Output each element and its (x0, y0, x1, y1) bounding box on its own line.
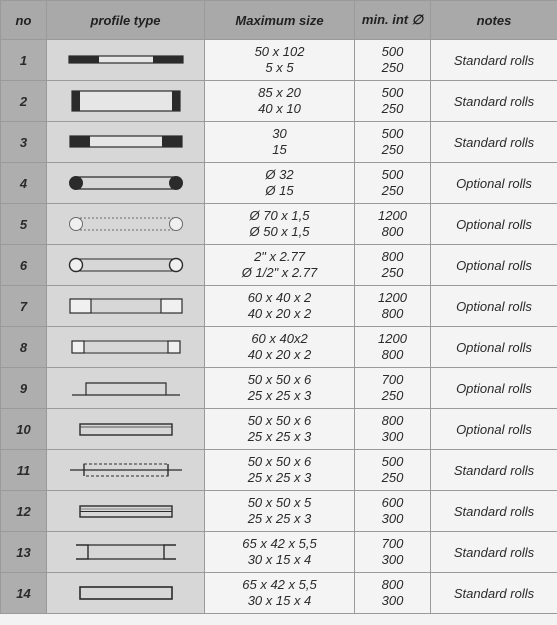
table-row (1, 532, 557, 573)
notes-cell: Standard rolls (431, 450, 557, 491)
maximum-size-cell (205, 532, 355, 573)
notes-cell: Optional rolls (431, 286, 557, 327)
angle-edge-icon (66, 460, 186, 480)
notes-cell: Standard rolls (431, 122, 557, 163)
min-int-max: 1200 (378, 290, 407, 305)
size-max: 85 x 20 (258, 85, 301, 100)
table-row (1, 491, 557, 532)
profile-shape-cell (47, 286, 205, 327)
table-row (1, 122, 557, 163)
solid-round-bar-icon (66, 173, 186, 193)
min-int-max: 500 (381, 167, 404, 182)
size-max: 65 x 42 x 5,5 (242, 577, 317, 592)
row-number: 10 (1, 409, 47, 450)
table-row (1, 368, 557, 409)
min-int-max: 500 (381, 44, 404, 59)
size-max: 65 x 42 x 5,5 (242, 536, 317, 551)
profile-shape-cell (47, 245, 205, 286)
table-row (1, 450, 557, 491)
size-min: 30 x 15 x 4 (247, 593, 312, 608)
min-int-cell (355, 450, 431, 491)
round-pipe-icon (66, 255, 186, 275)
table-row (1, 286, 557, 327)
profile-shape-cell (47, 573, 205, 614)
flat-bar-edgewise-icon (66, 133, 186, 151)
maximum-size-cell (205, 573, 355, 614)
row-number: 6 (1, 245, 47, 286)
size-min: Ø 15 (265, 183, 294, 198)
angle-leg-out-icon (66, 378, 186, 398)
size-min: Ø 1/2" x 2.77 (241, 265, 318, 280)
min-int-max: 800 (381, 577, 404, 592)
min-int-cell (355, 286, 431, 327)
flat-bar-icon (66, 52, 186, 68)
profile-shape-cell (47, 450, 205, 491)
size-min: 40 x 20 x 2 (247, 347, 312, 362)
size-min: Ø 50 x 1,5 (249, 224, 310, 239)
min-int-cell (355, 573, 431, 614)
tee-icon (66, 501, 186, 521)
size-max: 50 x 50 x 6 (247, 454, 312, 469)
min-int-cell (355, 245, 431, 286)
min-int-cell (355, 368, 431, 409)
notes-cell: Optional rolls (431, 245, 557, 286)
header-no: no (1, 1, 47, 40)
min-int-cell (355, 81, 431, 122)
size-min: 15 (272, 142, 287, 157)
profile-shape-cell (47, 81, 205, 122)
profile-shape-cell (47, 532, 205, 573)
min-int-min: 800 (381, 306, 404, 321)
min-int-min: 250 (381, 60, 404, 75)
min-int-max: 800 (381, 249, 404, 264)
square-tube-icon (66, 337, 186, 357)
size-min: 40 x 10 (258, 101, 301, 116)
min-int-max: 700 (381, 372, 404, 387)
min-int-min: 250 (381, 183, 404, 198)
min-int-min: 800 (381, 347, 404, 362)
notes-cell: Optional rolls (431, 327, 557, 368)
row-number: 7 (1, 286, 47, 327)
min-int-min: 250 (381, 388, 404, 403)
row-number: 12 (1, 491, 47, 532)
notes-cell: Optional rolls (431, 163, 557, 204)
row-number: 13 (1, 532, 47, 573)
size-min: 40 x 20 x 2 (247, 306, 312, 321)
size-max: 2" x 2.77 (254, 249, 305, 264)
header-profile-type: profile type (47, 1, 205, 40)
row-number: 5 (1, 204, 47, 245)
min-int-min: 800 (381, 224, 404, 239)
profile-shape-cell (47, 122, 205, 163)
profile-shape-cell (47, 491, 205, 532)
table-row (1, 409, 557, 450)
min-int-max: 500 (381, 126, 404, 141)
min-int-cell (355, 409, 431, 450)
maximum-size-cell (205, 368, 355, 409)
maximum-size-cell (205, 409, 355, 450)
min-int-min: 300 (381, 511, 404, 526)
min-int-max: 800 (381, 413, 404, 428)
size-min: 5 x 5 (265, 60, 294, 75)
min-int-min: 300 (381, 552, 404, 567)
size-min: 25 x 25 x 3 (247, 511, 312, 526)
notes-cell: Standard rolls (431, 532, 557, 573)
rectangular-tube-icon (66, 296, 186, 316)
notes-cell: Optional rolls (431, 204, 557, 245)
size-min: 30 x 15 x 4 (247, 552, 312, 567)
row-number: 9 (1, 368, 47, 409)
maximum-size-cell (205, 81, 355, 122)
min-int-min: 300 (381, 429, 404, 444)
min-int-min: 250 (381, 470, 404, 485)
row-number: 4 (1, 163, 47, 204)
table-row (1, 573, 557, 614)
row-number: 2 (1, 81, 47, 122)
channel-flanges-out-icon (66, 542, 186, 562)
notes-cell: Standard rolls (431, 81, 557, 122)
header-maximum-size: Maximum size (205, 1, 355, 40)
size-max: 50 x 50 x 6 (247, 413, 312, 428)
table-row (1, 40, 557, 81)
maximum-size-cell (205, 245, 355, 286)
profile-shape-cell (47, 327, 205, 368)
min-int-cell (355, 122, 431, 163)
profile-shape-cell (47, 409, 205, 450)
min-int-min: 250 (381, 265, 404, 280)
profile-shape-cell (47, 368, 205, 409)
size-max: Ø 32 (265, 167, 294, 182)
profile-shape-cell (47, 163, 205, 204)
row-number: 14 (1, 573, 47, 614)
maximum-size-cell (205, 40, 355, 81)
min-int-min: 250 (381, 101, 404, 116)
round-tube-icon (66, 214, 186, 234)
min-int-max: 1200 (378, 331, 407, 346)
maximum-size-cell (205, 163, 355, 204)
notes-cell: Optional rolls (431, 368, 557, 409)
maximum-size-cell (205, 491, 355, 532)
size-max: 50 x 50 x 6 (247, 372, 312, 387)
size-max: 50 x 102 (254, 44, 305, 59)
table-row (1, 245, 557, 286)
size-min: 25 x 25 x 3 (247, 429, 312, 444)
maximum-size-cell (205, 286, 355, 327)
notes-cell: Standard rolls (431, 573, 557, 614)
min-int-cell (355, 163, 431, 204)
thick-flat-bar-icon (66, 89, 186, 113)
notes-cell: Standard rolls (431, 491, 557, 532)
channel-flanges-in-icon (66, 583, 186, 603)
size-max: 60 x 40x2 (251, 331, 308, 346)
table-row (1, 327, 557, 368)
notes-cell: Standard rolls (431, 40, 557, 81)
header-notes: notes (431, 1, 557, 40)
maximum-size-cell (205, 122, 355, 163)
min-int-cell (355, 204, 431, 245)
row-number: 8 (1, 327, 47, 368)
size-max: 60 x 40 x 2 (247, 290, 312, 305)
notes-cell: Optional rolls (431, 409, 557, 450)
min-int-cell (355, 327, 431, 368)
min-int-max: 600 (381, 495, 404, 510)
row-number: 3 (1, 122, 47, 163)
table-row (1, 204, 557, 245)
table-row (1, 81, 557, 122)
size-max: 30 (272, 126, 287, 141)
angle-leg-in-icon (66, 419, 186, 439)
min-int-min: 250 (381, 142, 404, 157)
min-int-max: 500 (381, 85, 404, 100)
profile-shape-cell (47, 40, 205, 81)
min-int-cell (355, 532, 431, 573)
min-int-cell (355, 40, 431, 81)
min-int-max: 500 (381, 454, 404, 469)
min-int-max: 700 (381, 536, 404, 551)
min-int-max: 1200 (378, 208, 407, 223)
row-number: 1 (1, 40, 47, 81)
table-row (1, 163, 557, 204)
maximum-size-cell (205, 327, 355, 368)
size-max: Ø 70 x 1,5 (249, 208, 310, 223)
size-min: 25 x 25 x 3 (247, 470, 312, 485)
header-min-int: min. int ∅ (355, 1, 431, 40)
min-int-cell (355, 491, 431, 532)
maximum-size-cell (205, 204, 355, 245)
size-max: 50 x 50 x 5 (247, 495, 312, 510)
header-row (1, 1, 557, 40)
min-int-min: 300 (381, 593, 404, 608)
profile-shape-cell (47, 204, 205, 245)
size-min: 25 x 25 x 3 (247, 388, 312, 403)
maximum-size-cell (205, 450, 355, 491)
row-number: 11 (1, 450, 47, 491)
